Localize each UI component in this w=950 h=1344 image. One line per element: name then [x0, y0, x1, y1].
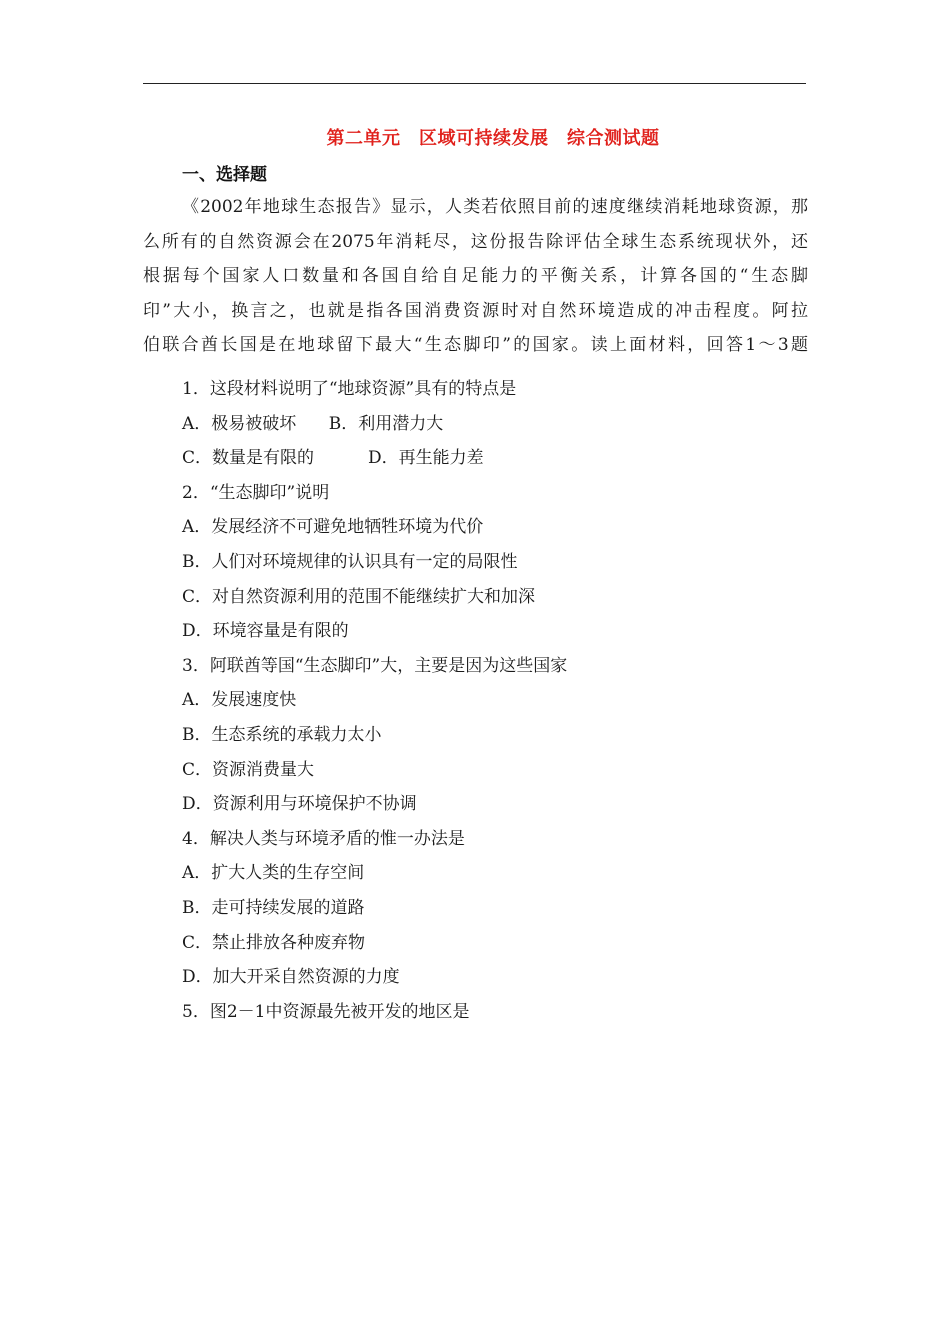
question-3-option-d: D．资源利用与环境保护不协调: [182, 794, 417, 815]
question-3-option-b: B．生态系统的承载力太小: [182, 724, 382, 745]
question-3-option-a: A．发展速度快: [182, 690, 297, 711]
question-4-option-c: C．禁止排放各种废弃物: [182, 932, 366, 953]
question-2-option-d: D．环境容量是有限的: [182, 621, 349, 642]
question-4-option-d: D．加大开采自然资源的力度: [182, 967, 400, 988]
passage-line: 么所有的自然资源会在2075年消耗尽，这份报告除评估全球生态系统现状外，还: [143, 231, 808, 252]
passage-line: 《2002年地球生态报告》显示，人类若依照目前的速度继续消耗地球资源，那: [182, 197, 808, 217]
passage-line: 伯联合酋长国是在地球留下最大“生态脚印”的国家。读上面材料，回答1～3题: [143, 335, 808, 356]
question-2: 2．“生态脚印”说明: [182, 482, 330, 503]
header-rule: [143, 83, 806, 84]
question-1-options-cd: C．数量是有限的 D．再生能力差: [182, 448, 484, 469]
question-2-option-b: B．人们对环境规律的认识具有一定的局限性: [182, 551, 518, 572]
question-2-option-a: A．发展经济不可避免地牺牲环境为代价: [182, 517, 484, 538]
reading-passage: [143, 190, 808, 363]
question-5: 5．图2－1中资源最先被开发的地区是: [182, 1001, 470, 1022]
question-3-option-c: C．资源消费量大: [182, 759, 315, 780]
question-1: 1．这段材料说明了“地球资源”具有的特点是: [182, 379, 517, 399]
question-4-option-b: B．走可持续发展的道路: [182, 897, 365, 918]
question-1-options-ab: A．极易被破坏 B．利用潜力大: [182, 413, 444, 434]
question-list: [182, 372, 567, 1029]
question-4-option-a: A．扩大人类的生存空间: [182, 863, 365, 884]
question-4: 4．解决人类与环境矛盾的惟一办法是: [182, 828, 465, 849]
passage-line: 印”大小，换言之，也就是指各国消费资源时对自然环境造成的冲击程度。阿拉: [143, 300, 808, 321]
page-title: 第二单元 区域可持续发展 综合测试题: [326, 128, 660, 149]
section-heading: 一、选择题: [182, 165, 267, 185]
question-3: 3．阿联酋等国“生态脚印”大，主要是因为这些国家: [182, 655, 568, 676]
question-2-option-c: C．对自然资源利用的范围不能继续扩大和加深: [182, 586, 536, 607]
passage-line: 根据每个国家人口数量和各国自给自足能力的平衡关系，计算各国的“生态脚: [143, 266, 808, 287]
